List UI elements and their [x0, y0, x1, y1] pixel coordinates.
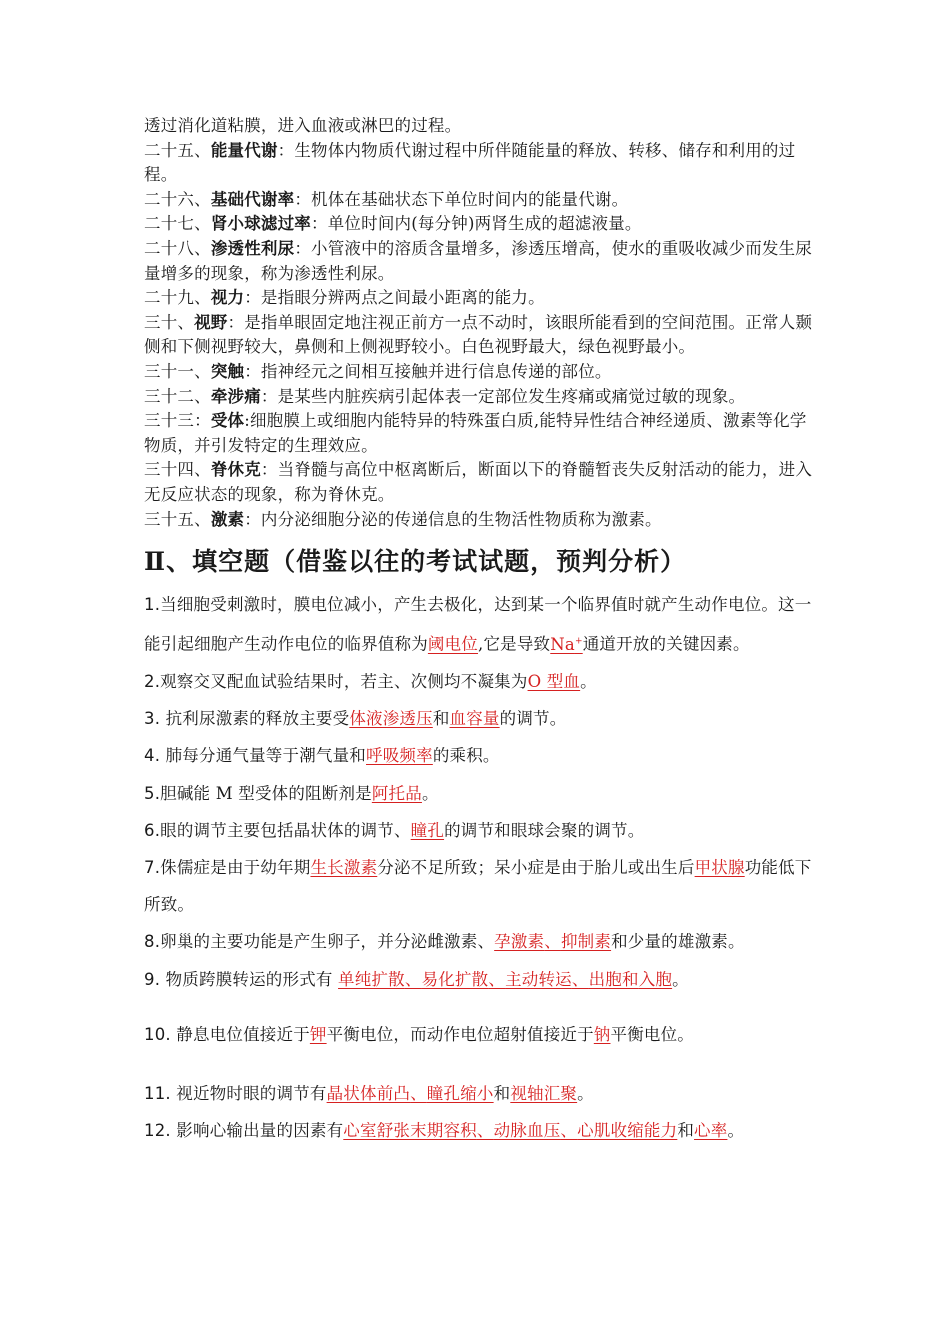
question-3: 3. 抗利尿激素的释放主要受体液渗透压和血容量的调节。: [144, 709, 567, 729]
definition-item: 三十二、牵涉痛：是某些内脏疾病引起体表一定部位发生疼痛或痛觉过敏的现象。: [144, 386, 746, 406]
definition-term: 脊休克: [210, 460, 261, 480]
answer: 血容量: [449, 709, 500, 729]
question-12: 12. 影响心输出量的因素有心室舒张末期容积、动脉血压、心肌收缩能力和心率。: [144, 1121, 745, 1141]
fill-in-questions: [144, 586, 814, 1149]
answer: 出胞: [588, 969, 622, 989]
answer: 钾: [309, 1024, 327, 1044]
definition-term: 肾小球滤过率: [210, 214, 312, 234]
definitions-list: [144, 114, 814, 532]
answer: 易化扩散: [421, 969, 489, 989]
definition-term: 受体: [210, 411, 245, 431]
answer: 抑制素: [560, 932, 612, 952]
answer: 瞳孔: [410, 820, 445, 840]
definition-term: 视野: [194, 312, 228, 332]
question-1: 1.当细胞受刺激时，膜电位减小，产生去极化，达到某一个临界值时就产生动作电位。这一能引起细胞产生动作电位的临界值称为阈电位,它是导致Na+通道开放的关键因素。: [144, 595, 812, 654]
definition-term: 激素: [210, 509, 245, 529]
definition-item: 透过消化道粘膜，进入血液或淋巴的过程。: [144, 116, 462, 135]
question-10: 10. 静息电位值接近于钾平衡电位，而动作电位超射值接近于钠平衡电位。: [144, 1024, 694, 1044]
answer: 阿托品: [371, 783, 422, 803]
answer: 体液渗透压: [349, 709, 433, 729]
answer: 心肌收缩能力: [577, 1121, 678, 1141]
definition-item: 二十七、肾小球滤过率：单位时间内(每分钟)两肾生成的超滤液量。: [144, 214, 642, 234]
question-8: 8.卵巢的主要功能是产生卵子，并分泌雌激素、孕激素、抑制素和少量的雄激素。: [144, 932, 745, 952]
document-page: [144, 114, 814, 1149]
definition-item: 二十九、视力：是指眼分辨两点之间最小距离的能力。: [144, 288, 545, 308]
answer: 动脉血压: [493, 1121, 561, 1141]
definition-term: 突触: [210, 361, 245, 381]
answer: 主动转运: [505, 969, 572, 989]
answer: 单纯扩散: [338, 969, 405, 989]
answer: 呼吸频率: [366, 746, 433, 766]
definition-item: 二十六、基础代谢率：机体在基础状态下单位时间内的能量代谢。: [144, 189, 629, 209]
definition-item: 二十五、能量代谢：生物体内物质代谢过程中所伴随能量的释放、转移、储存和利用的过程。: [144, 140, 796, 185]
answer: 瞳孔缩小: [426, 1084, 494, 1104]
answer: 阈电位: [427, 634, 479, 654]
answer: Na+: [550, 634, 583, 654]
definition-item: 三十五、激素：内分泌细胞分泌的传递信息的生物活性物质称为激素。: [144, 509, 662, 529]
answer: O 型血: [527, 672, 581, 691]
definition-term: 牵涉痛: [210, 386, 261, 406]
definition-item: 三十四、脊休克：当脊髓与高位中枢离断后，断面以下的脊髓暂丧失反射活动的能力，进入无反应状态的现象，称为脊休克。: [144, 460, 813, 504]
definition-term: 基础代谢率: [210, 189, 295, 209]
definition-term: 能量代谢: [210, 140, 278, 160]
definition-item: 三十三：受体:细胞膜上或细胞内能特异的特殊蛋白质,能特异性结合神经递质、激素等化学物质，并引发特定的生理效应。: [144, 411, 807, 455]
answer: 入胞: [638, 969, 673, 989]
definition-item: 二十八、渗透性利尿：小管液中的溶质含量增多，渗透压增高，使水的重吸收减少而发生尿量增多的现象，称为渗透性利尿。: [144, 238, 813, 283]
answer: 视轴汇聚: [510, 1084, 578, 1104]
question-9: 9. 物质跨膜转运的形式有 单纯扩散、易化扩散、主动转运、出胞和入胞。: [144, 969, 689, 989]
section-title: Ⅱ、填空题（借鉴以往的考试试题，预判分析）: [144, 547, 687, 577]
definition-term: 渗透性利尿: [210, 238, 295, 258]
question-11: 11. 视近物时眼的调节有晶状体前凸、瞳孔缩小和视轴汇聚。: [144, 1084, 594, 1104]
question-2: 2.观察交叉配血试验结果时，若主、次侧均不凝集为O 型血。: [144, 672, 597, 691]
definition-item: 三十、视野：是指单眼固定地注视正前方一点不动时，该眼所能看到的空间范围。正常人颞侧和下侧视野较大，鼻侧和上侧视野较小。白色视野最大，绿色视野最小。: [144, 312, 813, 357]
answer: 生长激素: [310, 858, 378, 878]
definition-term: 视力: [210, 288, 245, 308]
answer: 心室舒张末期容积: [343, 1121, 477, 1141]
answer: 甲状腺: [694, 858, 745, 878]
question-4: 4. 肺每分通气量等于潮气量和呼吸频率的乘积。: [144, 746, 500, 766]
answer: 孕激素: [494, 932, 545, 952]
answer: 心率: [694, 1121, 728, 1141]
answer: 晶状体前凸: [326, 1084, 411, 1104]
answer: 钠: [593, 1024, 611, 1044]
question-6: 6.眼的调节主要包括晶状体的调节、瞳孔的调节和眼球会聚的调节。: [144, 820, 645, 840]
question-5: 5.胆碱能 M 型受体的阻断剂是阿托品。: [144, 783, 439, 803]
definition-item: 三十一、突触：指神经元之间相互接触并进行信息传递的部位。: [144, 361, 612, 381]
question-7: 7.侏儒症是由于幼年期生长激素分泌不足所致；呆小症是由于胎儿或出生后甲状腺功能低下所致。: [144, 858, 812, 915]
